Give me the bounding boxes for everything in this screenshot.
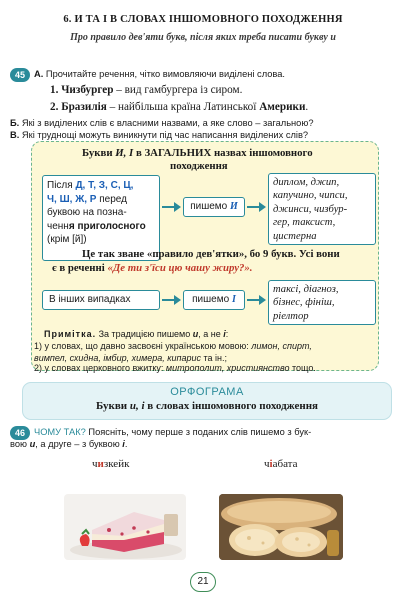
example-y-line: гер, таксист,: [273, 217, 336, 229]
word-ciabatta: чіабата: [264, 458, 298, 470]
orfogram-label: ОРФОГРАМА: [170, 386, 244, 398]
arrow-right-icon: [162, 201, 182, 213]
examples-y-box: [268, 173, 376, 245]
exercise-45-task-b: Б. Які з виділених слів є власними назвами, а яке слово – загальною?: [10, 118, 314, 128]
example-y-line: джинси, чизбур-: [273, 203, 348, 215]
rule-nine-line-1: Це так зване «правило дев'ятки», бо 9 букв. Усі вони: [82, 248, 340, 260]
exercise-45-badge: 45: [10, 68, 30, 82]
exercise-46-badge: 46: [10, 426, 30, 440]
section-title: 6. И ТА І В СЛОВАХ ІНШОМОВНОГО ПОХОДЖЕННЯ: [63, 14, 343, 25]
ciabatta-image: [219, 494, 343, 560]
rule-nine-line-2: є в реченні «Де ти з'їси цю чашу жиру?».: [52, 262, 253, 274]
example-i-line: таксі, діагноз,: [273, 284, 339, 295]
letters-line-1: Д, Т, З, С, Ц,: [75, 180, 134, 191]
section-subtitle: Про правило дев'яти букв, після яких треба писати букву и: [70, 32, 336, 43]
letter-y: И: [230, 201, 238, 212]
note-item-1-cont: вимпел, схидна, імбир, химера, кипарис та ін.;: [34, 353, 228, 363]
example-i-line: бізнес, фініш,: [273, 297, 335, 309]
note-heading: Примітка. За традицією пишемо и, а не і:: [44, 329, 229, 339]
sentence-1: 1. Чизбургер – вид гамбургера із сиром.: [50, 84, 243, 96]
example-y-line: цистерна: [273, 230, 317, 242]
exercise-45-task-v: В. Які труднощі можуть виникнути під час написання виділених слів?: [10, 130, 309, 140]
word-cheesecake: чизкейк: [92, 458, 130, 470]
exercise-46-line-1: ЧОМУ ТАК? Поясніть, чому перше з поданих слів пишемо з бук-: [34, 427, 312, 437]
cheesecake-image: [64, 494, 186, 560]
letters-line-2: Ч, Ш, Ж, Р: [47, 193, 97, 205]
examples-i-box: [268, 280, 376, 325]
rule-heading-line2: походження: [170, 160, 228, 172]
condition-line-1: Після Д, Т, З, С, Ц,: [47, 180, 134, 191]
condition-line-2: Ч, Ш, Ж, Р перед: [47, 193, 127, 205]
page-number: 21: [190, 572, 216, 592]
write-i-box: пишемо І: [183, 290, 245, 310]
orfogram-banner: [22, 382, 392, 420]
orfogram-text: Букви и, і в словах іншомовного походження: [95, 400, 318, 412]
rule-nine-quote: «Де ти з'їси цю чашу жиру?».: [107, 262, 253, 274]
note-item-2: 2) у словах церковного вжитку: митрополит, християнство тощо.: [34, 363, 316, 373]
note-item-1: 1) у словах, що давно засвоєні українською мовою: лимон, спирт,: [34, 341, 312, 351]
rule-heading: Букви И, І в ЗАГАЛЬНИХ назвах іншомовного: [82, 147, 313, 159]
arrow-right-icon: [247, 294, 267, 306]
sentence-2: 2. Бразилія – найбільша країна Латинської Америки.: [50, 101, 309, 113]
example-i-line: ріелтор: [273, 310, 309, 322]
write-y-box: пишемо И: [183, 197, 245, 217]
exercise-45-task-a: А. Прочитайте речення, чітко вимовляючи виділені слова.: [34, 69, 285, 79]
condition-line-5: (крім [й]): [47, 234, 87, 245]
condition-line-3: буквою на позна-: [47, 207, 127, 218]
condition-line-4: чення приголосного: [47, 220, 146, 232]
example-y-line: капучино, чипси,: [273, 190, 348, 202]
arrow-right-icon: [162, 294, 182, 306]
arrow-right-icon: [247, 201, 267, 213]
exercise-46-line-2: вою и, а друге – з буквою і.: [10, 439, 128, 449]
letter-i: І: [231, 294, 236, 305]
other-cases-box: В інших випадках: [42, 290, 160, 310]
example-y-line: диплом, джип,: [273, 177, 340, 188]
